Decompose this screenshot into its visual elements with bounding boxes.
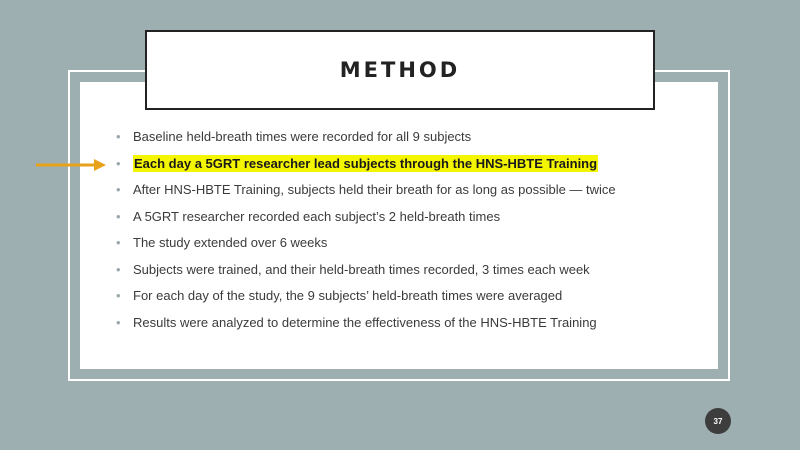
bullet-list bbox=[116, 126, 616, 338]
bullet-item bbox=[116, 232, 616, 259]
bullet-item bbox=[116, 126, 616, 153]
bullet-text: Each day a 5GRT researcher lead subjects through the HNS-HBTE Training bbox=[134, 155, 598, 171]
bullet-item bbox=[116, 206, 616, 233]
title-box bbox=[145, 30, 655, 110]
bullet-item bbox=[116, 312, 616, 339]
bullet-text: A 5GRT researcher recorded each subject’s 2 held-breath times bbox=[133, 208, 501, 224]
bullet-dot-icon: • bbox=[116, 208, 121, 224]
bullet-text: Results were analyzed to determine the effectiveness of the HNS-HBTE Training bbox=[133, 314, 597, 330]
bullet-dot-icon: • bbox=[116, 314, 121, 330]
slide-title: METHOD bbox=[339, 58, 461, 82]
bullet-item-highlighted bbox=[116, 153, 616, 180]
bullet-dot-icon: • bbox=[116, 235, 121, 250]
bullet-text: After HNS-HBTE Training, subjects held their breath for as long as possible — twice bbox=[133, 182, 616, 197]
bullet-text: The study extended over 6 weeks bbox=[133, 235, 328, 250]
bullet-text: Baseline held-breath times were recorded for all 9 subjects bbox=[133, 129, 472, 144]
bullet-text: Subjects were trained, and their held-breath times recorded, 3 times each week bbox=[133, 261, 590, 277]
page-number-badge bbox=[705, 408, 731, 434]
bullet-text: For each day of the study, the 9 subjects’ held-breath times were averaged bbox=[133, 288, 563, 303]
bullet-item bbox=[116, 259, 616, 286]
bullet-dot-icon: • bbox=[116, 288, 121, 303]
bullet-dot-icon: • bbox=[116, 129, 121, 144]
bullet-dot-icon: • bbox=[116, 155, 121, 171]
bullet-item bbox=[116, 179, 616, 206]
bullet-dot-icon: • bbox=[116, 182, 121, 197]
bullet-item bbox=[116, 285, 616, 312]
page-number: 37 bbox=[713, 416, 723, 426]
right-arrow-icon bbox=[36, 158, 108, 172]
bullet-dot-icon: • bbox=[116, 261, 121, 277]
